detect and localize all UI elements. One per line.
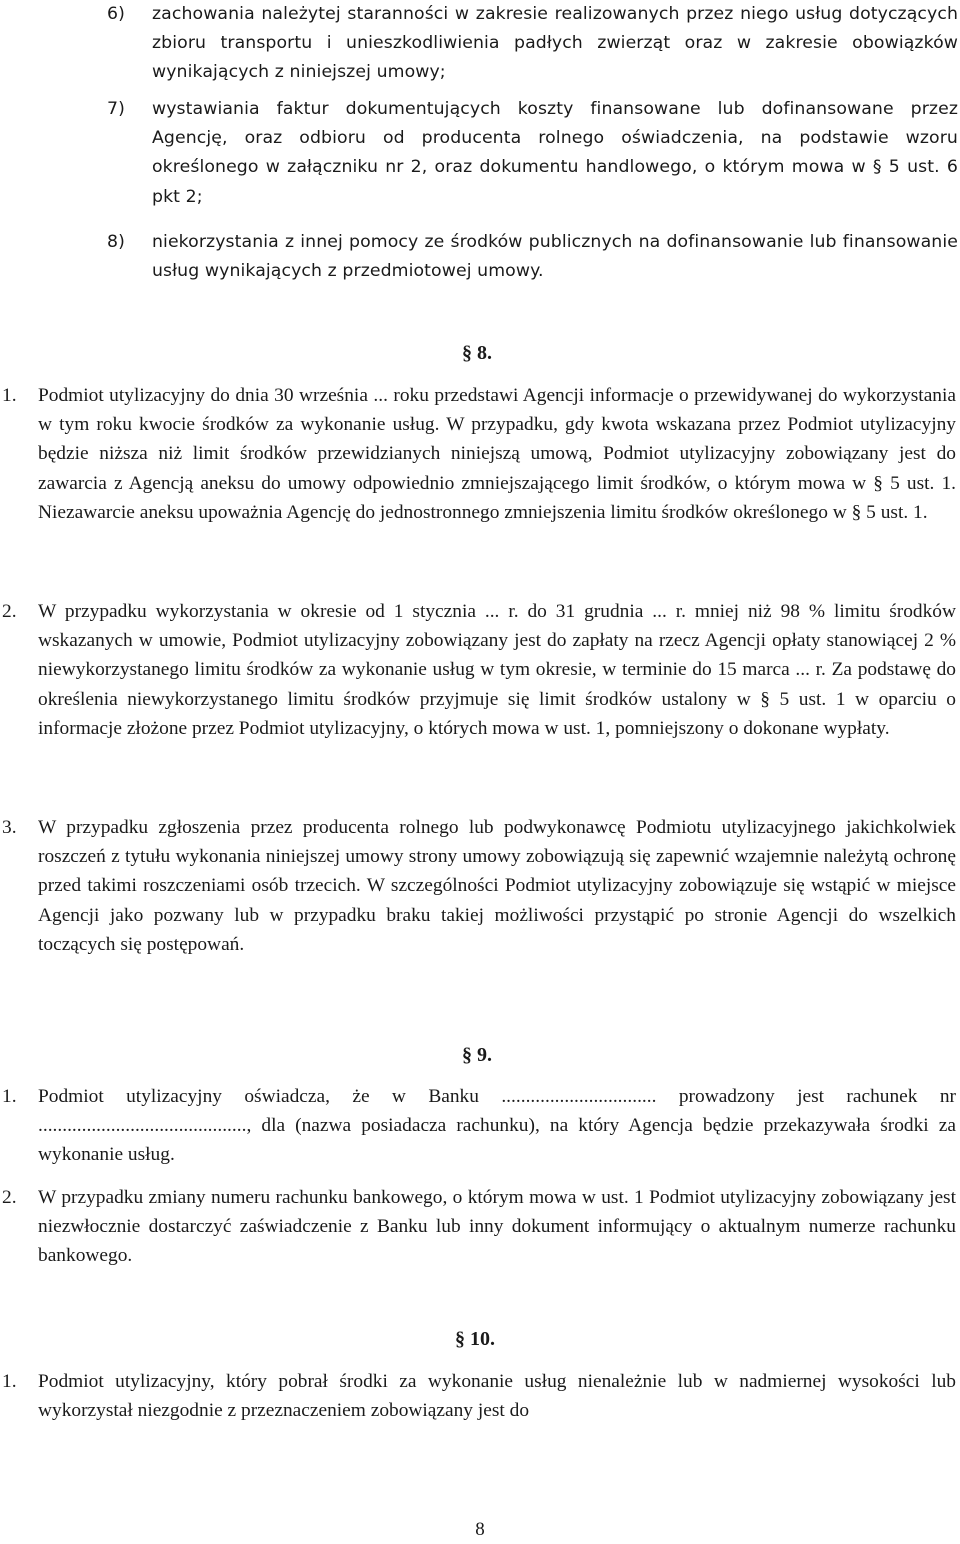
paragraph-number: 2.	[2, 601, 17, 622]
paragraph	[2, 381, 956, 527]
paragraph	[2, 813, 956, 959]
list-item	[107, 95, 958, 212]
paragraph-number: 1.	[2, 385, 17, 406]
paragraph-text: W przypadku zgłoszenia przez producenta rolnego lub podwykonawcę Podmiotu utylizacyjnego jakichkolwiek roszczeń z tytułu wykonania niniejszej umowy strony umowy zobowiązują się zapewnić wzajemnie należytą ochronę przed takimi roszczeniami osób trzecich. W szczególności Podmiot utylizacyjny zobowiązuje się wstąpić w miejsce Agencji jako pozwany lub w przypadku braku takiej możliwości przystąpić po stronie Agencji do wszelkich toczących się postępowań.	[38, 817, 956, 955]
paragraph	[2, 1183, 956, 1271]
paragraph-text: Podmiot utylizacyjny, który pobrał środki za wykonanie usług nienależnie lub w nadmiernej wysokości lub wykorzystał niezgodnie z przeznaczeniem zobowiązany jest do	[38, 1371, 956, 1422]
paragraph-text: W przypadku zmiany numeru rachunku bankowego, o którym mowa w ust. 1 Podmiot utylizacyjny zobowiązany jest niezwłocznie dostarczyć zaświadczenie z Banku lub inny dokument informujący o aktualnym numerze rachunku bankowego.	[38, 1187, 956, 1267]
paragraph	[2, 1082, 956, 1170]
list-item-number: 6)	[107, 4, 125, 24]
list-item-text: wystawiania faktur dokumentujących koszty finansowane lub dofinansowane przez Agencję, oraz odbioru od producenta rolnego oświadczenia, na podstawie wzoru określonego w załączniku nr 2, oraz dokumentu handlowego, o którym mowa w § 5 ust. 6 pkt 2;	[152, 99, 958, 207]
list-item-number: 8)	[107, 232, 125, 252]
list-item	[107, 0, 958, 88]
paragraph-number: 3.	[2, 817, 17, 838]
page-number: 8	[475, 1519, 485, 1540]
section-8-heading: § 8.	[462, 342, 492, 364]
paragraph-text: Podmiot utylizacyjny do dnia 30 września ... roku przedstawi Agencji informacje o przewidywanej do wykorzystania w tym roku kwocie środków za wykonanie usług. W przypadku, gdy kwota wskazana przez Podmiot utylizacyjny będzie niższa niż limit środków przewidzianych niniejszą umową, Podmiot utylizacyjny zobowiązany jest do zawarcia z Agencją aneksu do umowy odpowiednio zmniejszającego limit środków, o którym mowa w § 5 ust. 1. Niezawarcie aneksu upoważnia Agencję do jednostronnego zmniejszenia limitu środków określonego w § 5 ust. 1.	[38, 385, 956, 523]
paragraph-text: W przypadku wykorzystania w okresie od 1 stycznia ... r. do 31 grudnia ... r. mniej niż 98 % limitu środków wskazanych w umowie, Podmiot utylizacyjny zobowiązany jest do zapłaty na rzecz Agencji opłaty stanowiącej 2 % niewykorzystanego limitu środków za wykonanie usług w tym okresie, w terminie do 15 marca ... r. Za podstawę do określenia niewykorzystanego limitu środków przyjmuje się limit środków ustalony w § 5 ust. 1 w oparciu o informacje złożone przez Podmiot utylizacyjny, o których mowa w ust. 1, pomniejszony o dokonane wypłaty.	[38, 601, 956, 739]
paragraph-number: 1.	[2, 1086, 17, 1107]
paragraph-number: 1.	[2, 1371, 17, 1392]
paragraph-number: 2.	[2, 1187, 17, 1208]
paragraph	[2, 597, 956, 743]
paragraph	[2, 1367, 956, 1425]
section-10-heading: § 10.	[455, 1328, 495, 1350]
list-item	[107, 228, 958, 286]
paragraph-text: Podmiot utylizacyjny oświadcza, że w Banku ................................ prowadzony jest rachunek nr ..........................................., dla (nazwa posiadacza rachunku), na który Agencja będzie przekazywała środki za wykonanie usług.	[38, 1086, 956, 1166]
list-item-text: zachowania należytej staranności w zakresie realizowanych przez niego usług dotyczących zbioru transportu i unieszkodliwienia padłych zwierząt oraz w zakresie obowiązków wynikających z niniejszej umowy;	[152, 4, 958, 83]
section-9-heading: § 9.	[462, 1044, 492, 1066]
list-item-text: niekorzystania z innej pomocy ze środków publicznych na dofinansowanie lub finansowanie usług wynikających z przedmiotowej umowy.	[152, 232, 958, 282]
list-item-number: 7)	[107, 99, 125, 119]
